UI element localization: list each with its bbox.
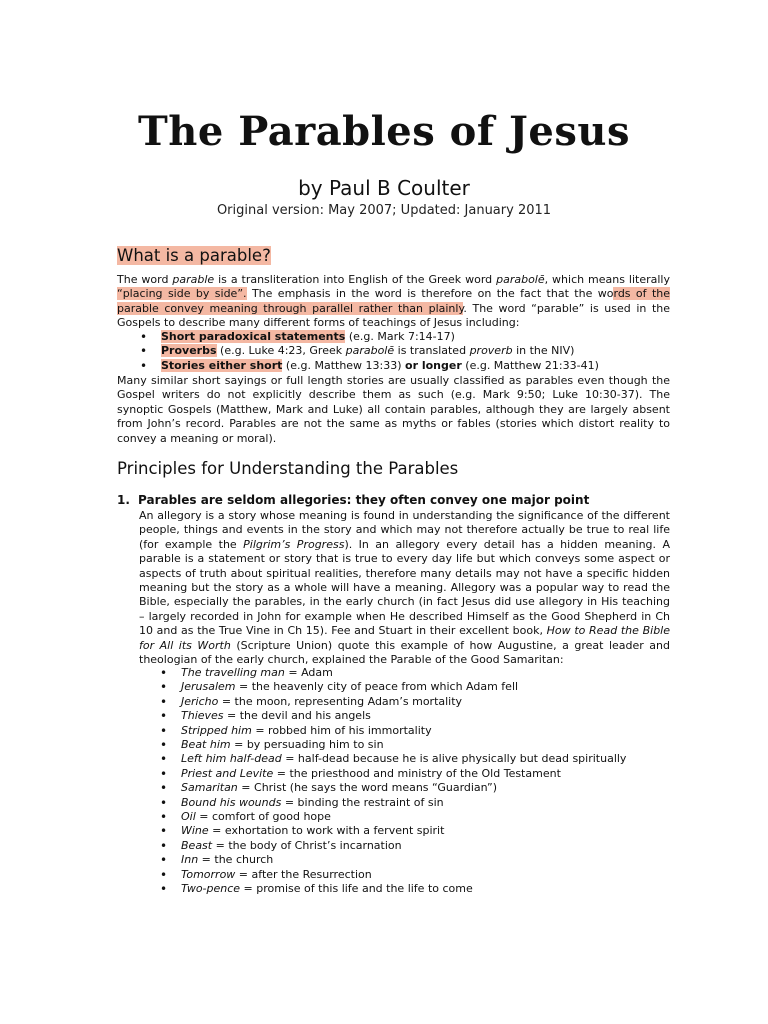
text-run: . The word “parable” is used in the Gospels to describe many different forms of teachings of Jesus including:	[117, 301, 670, 330]
bold-highlight: Short paradoxical statements	[161, 330, 346, 343]
section-heading-principles: Principles for Understanding the Parables	[117, 459, 459, 478]
italic-term: proverb	[469, 344, 513, 358]
text-run: is a transliteration into English of the Greek word	[214, 273, 497, 286]
text-run: , which means literally	[544, 273, 670, 286]
allegory-meaning: = by persuading him to sin	[230, 738, 384, 752]
list-item	[140, 330, 599, 344]
list-item	[160, 738, 626, 752]
paragraph-definition	[117, 273, 670, 331]
allegory-meaning: = the priesthood and ministry of the Old Testament	[273, 766, 561, 780]
italic-title: How to Read the Bible for All its Worth	[139, 624, 670, 652]
list-item	[160, 781, 626, 795]
list-item	[160, 796, 626, 810]
list-item	[160, 868, 626, 882]
highlighted-text: “placing side by side”.	[117, 287, 247, 301]
text-run: (Scripture Union) quote this example of how Augustine, a great leader and theologian of the early church, explained the Parable of the Good Samaritan:	[139, 638, 671, 667]
section-heading-what-is-a-parable	[117, 246, 271, 265]
allegory-term: Priest and Levite	[181, 766, 274, 780]
list-item	[160, 709, 626, 723]
bold-highlight: Stories either short	[161, 358, 283, 372]
allegory-meaning: = robbed him of his immortality	[251, 723, 432, 737]
allegory-term: Bound his wounds	[181, 795, 282, 809]
text-run: (e.g. Matthew 21:33-41)	[461, 358, 599, 372]
list-item	[160, 839, 626, 853]
italic-term: parabolē	[345, 344, 395, 358]
text-run: is translated	[394, 344, 470, 358]
parable-forms-list	[140, 330, 599, 373]
version-dates: Original version: May 2007; Updated: January 2011	[216, 203, 552, 218]
text-run: (e.g. Luke 4:23, Greek	[216, 344, 346, 358]
text-run: ). In an allegory every detail has a hidden meaning. A parable is a statement or story that is true to every day life but which conveys some aspect or aspects of truth about spiritual realities, therefore many details may not have a specific hidden meaning but the story as a whole will have a meaning. Allegory was a popular way to read the Bible, especially the parables, in the early church (in fact Jesus did use allegory in His teaching – largely recorded in John for example when He described Himself as the Good Shepherd in Ch 10 and as the True Vine in Ch 15). Fee and Stuart in their excellent book,	[139, 537, 670, 638]
bold-highlight: Proverbs	[161, 344, 217, 358]
allegory-term: Thieves	[181, 709, 224, 723]
allegory-meaning: = the devil and his angels	[223, 709, 371, 723]
allegory-term: Jericho	[181, 694, 219, 708]
list-item	[160, 752, 626, 766]
document-title: The Parables of Jesus	[137, 108, 630, 155]
allegory-meaning: = exhortation to work with a fervent spirit	[208, 824, 445, 838]
paragraph-allegory	[139, 509, 670, 667]
allegory-meaning: = promise of this life and the life to come	[240, 882, 473, 896]
augustine-allegory-list	[160, 666, 626, 897]
allegory-term: Two-pence	[181, 882, 241, 896]
allegory-meaning: = the moon, representing Adam’s mortality	[218, 694, 463, 708]
allegory-term: Tomorrow	[181, 867, 236, 881]
paragraph-classification: Many similar short sayings or full length stories are usually classified as parables even though the Gospel writers do not explicitly describe them as such (e.g. Mark 9:50; Luke 10:30-37). The synoptic Gospels (Matthew, Mark and Luke) all contain parables, although they are largely absent from John’s record. Parables are not the same as myths or fables (stories which distort reality to convey a meaning or moral).	[117, 374, 670, 445]
list-item	[160, 824, 626, 838]
list-item	[140, 344, 599, 358]
allegory-meaning: = after the Resurrection	[235, 867, 372, 881]
italic-title: Pilgrim’s Progress	[243, 537, 345, 551]
allegory-term: Beat him	[181, 738, 231, 752]
list-item	[160, 680, 626, 694]
text-run: (e.g. Matthew 13:33)	[282, 358, 406, 372]
text-run: An allegory is a story whose meaning is found in understanding the significance of the different people, things and events in the story and which may not therefore actually be true to real life (for example the	[139, 509, 670, 551]
text-run: (e.g. Mark 7:14-17)	[345, 330, 455, 343]
allegory-term: Samaritan	[181, 781, 238, 795]
allegory-term: Stripped him	[181, 723, 252, 737]
allegory-meaning: = Adam	[284, 666, 333, 679]
text-run: The emphasis in the word is therefore on the fact that the wo	[246, 287, 614, 301]
allegory-term: The travelling man	[181, 666, 285, 679]
bold-text: or longer	[405, 358, 462, 372]
allegory-meaning: = binding the restraint of sin	[281, 795, 444, 809]
allegory-term: Jerusalem	[181, 680, 236, 694]
list-item	[160, 882, 626, 896]
allegory-meaning: = the body of Christ’s incarnation	[212, 838, 402, 852]
author-byline: by Paul B Coulter	[298, 176, 470, 200]
list-item	[160, 695, 626, 709]
allegory-term: Wine	[181, 824, 209, 838]
item-number: 1.	[117, 493, 130, 507]
allegory-term: Oil	[181, 810, 196, 824]
allegory-meaning: = the heavenly city of peace from which Adam fell	[235, 680, 519, 694]
allegory-term: Inn	[181, 853, 199, 867]
text-run: The word	[117, 273, 173, 286]
text-run: in the NIV)	[512, 344, 575, 358]
list-item	[160, 767, 626, 781]
allegory-meaning: = comfort of good hope	[195, 810, 331, 824]
allegory-term: Beast	[181, 838, 213, 852]
italic-term: parable	[172, 273, 215, 286]
list-item	[160, 853, 626, 867]
allegory-meaning: = half-dead because he is alive physically but dead spiritually	[281, 752, 627, 766]
italic-term: parabolē	[496, 273, 545, 286]
allegory-meaning: = the church	[198, 853, 274, 867]
heading-highlight: What is a parable?	[117, 246, 271, 265]
list-item	[160, 666, 626, 680]
highlighted-text: rds of the parable convey meaning through parallel rather than plainly	[117, 287, 670, 315]
numbered-heading-1	[117, 493, 589, 507]
list-item	[160, 724, 626, 738]
allegory-meaning: = Christ (he says the word means “Guardian”)	[237, 781, 498, 795]
list-item	[140, 359, 599, 373]
allegory-term: Left him half-dead	[181, 752, 282, 766]
item-heading-text: Parables are seldom allegories: they often convey one major point	[138, 493, 590, 507]
list-item	[160, 810, 626, 824]
